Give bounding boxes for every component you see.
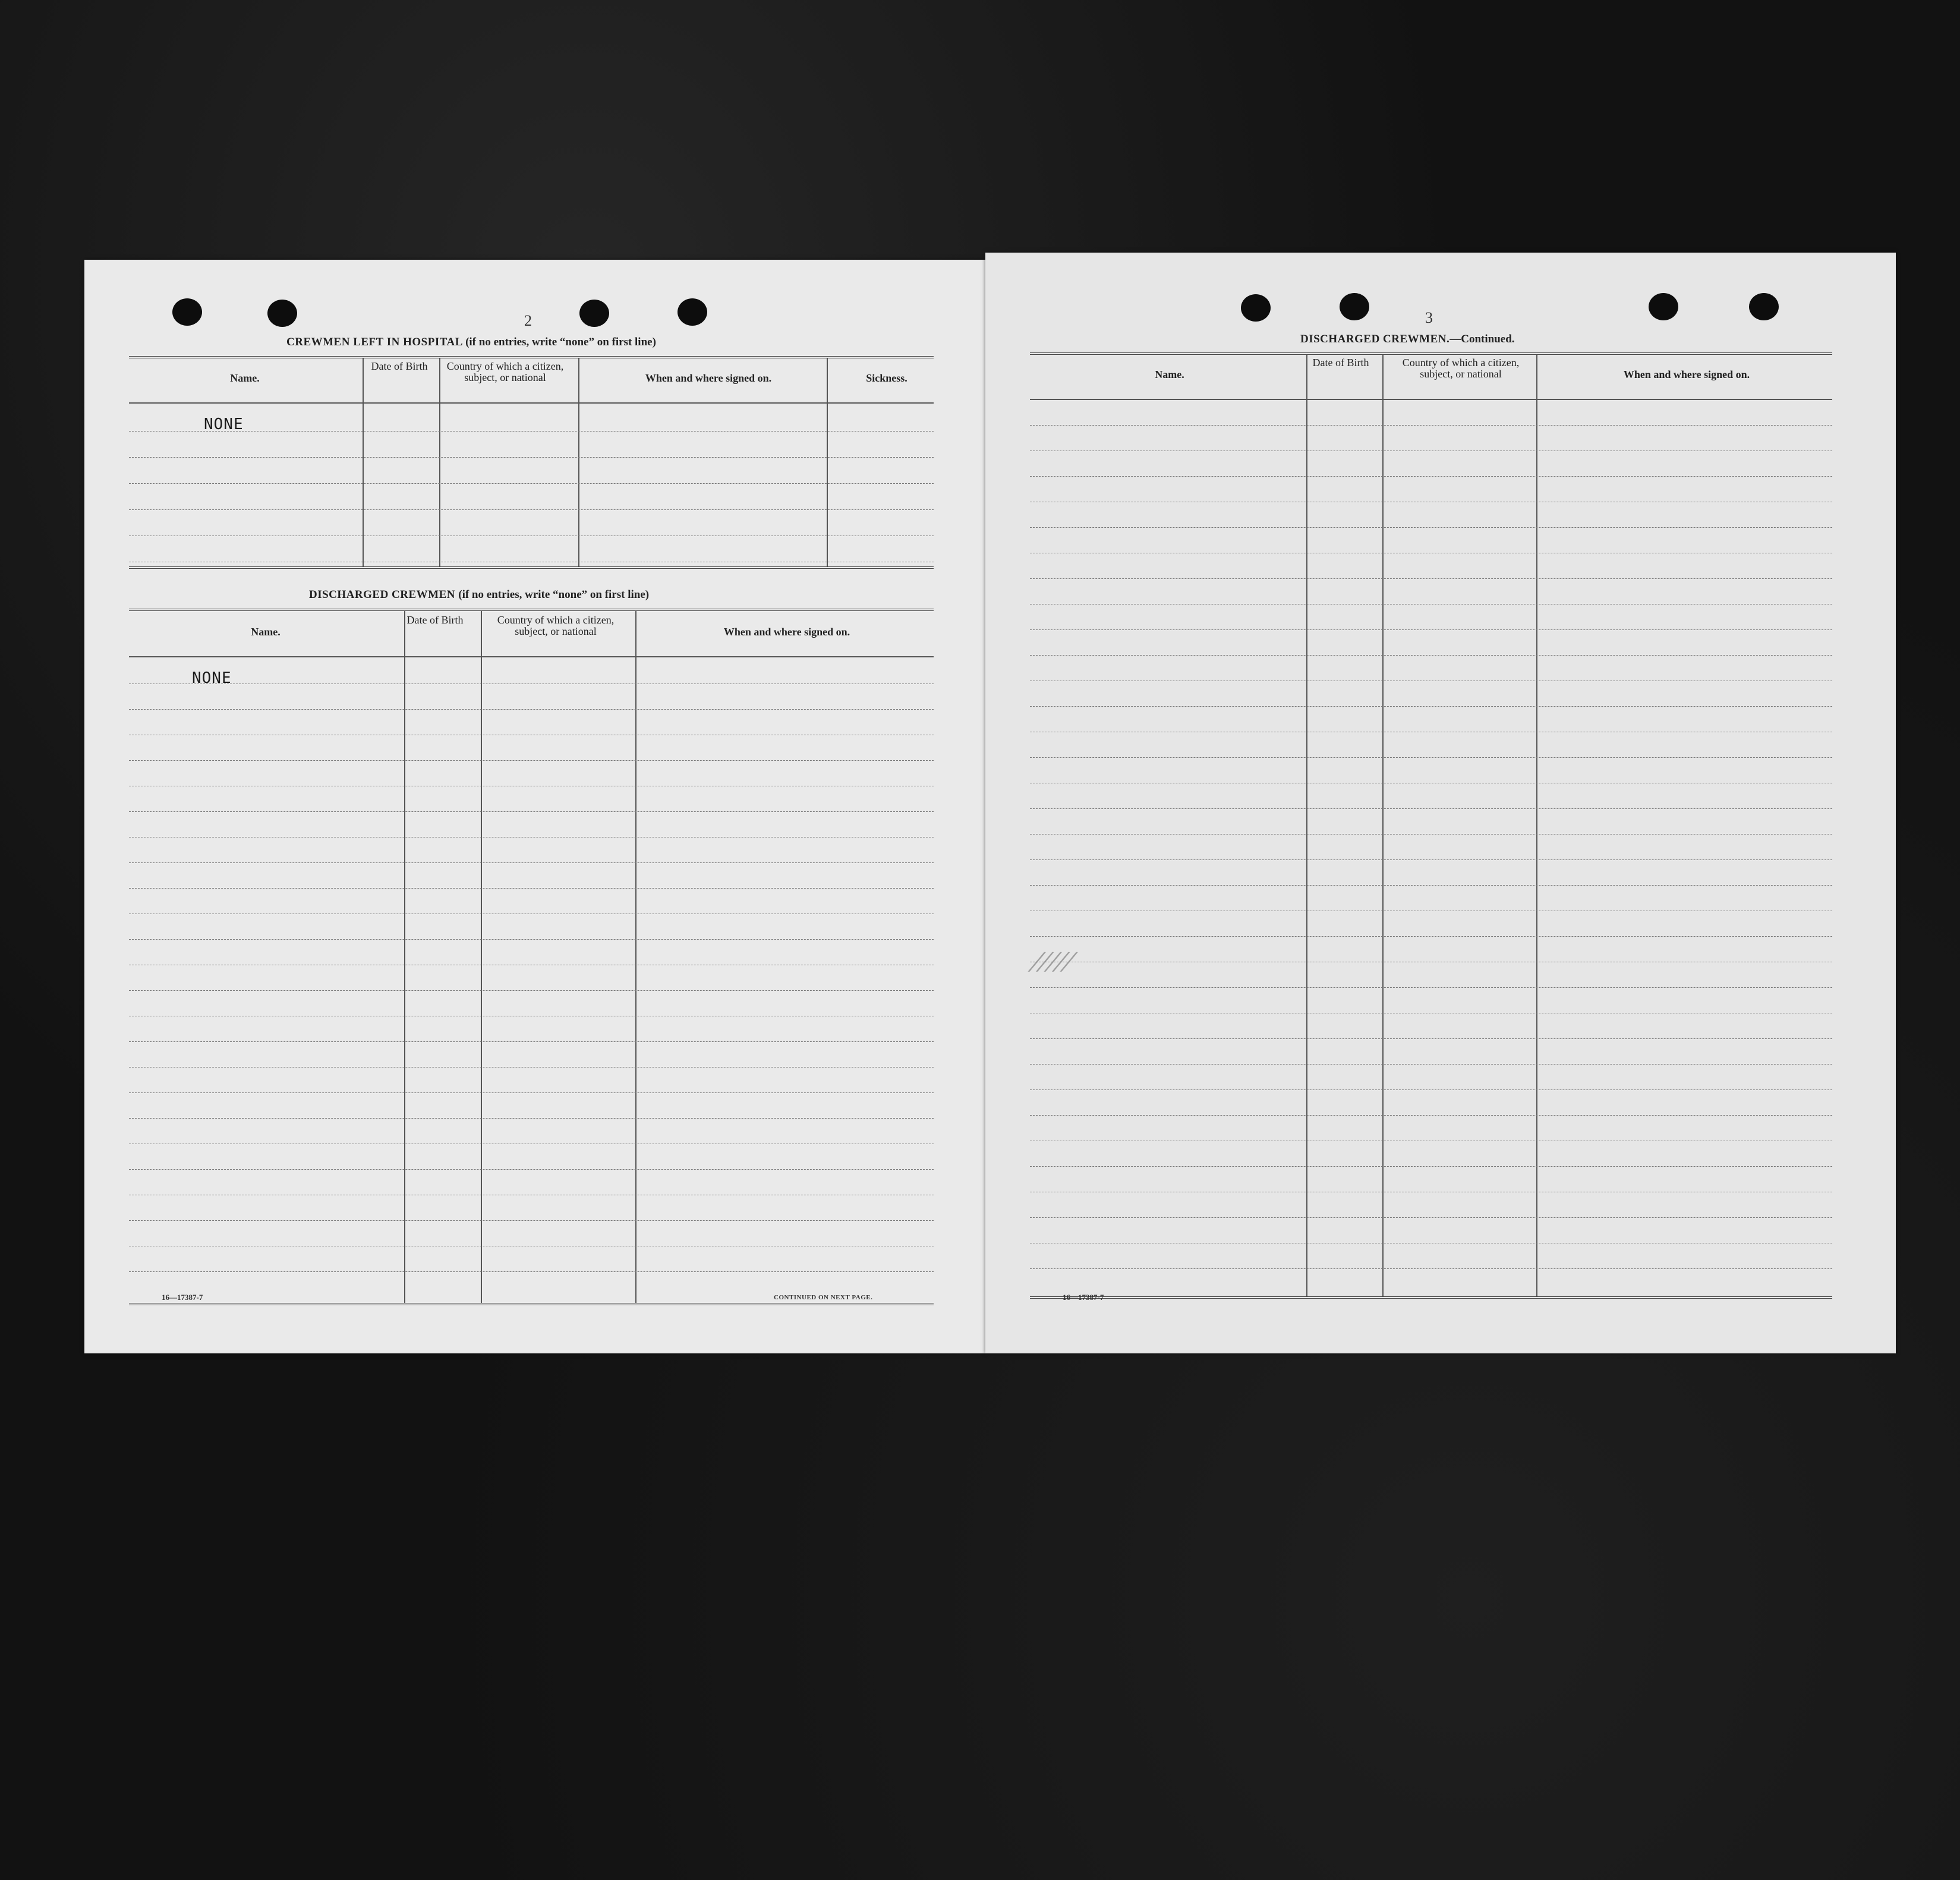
page-number: 3 [1425, 309, 1433, 326]
hospital-entry-none: NONE [204, 415, 244, 433]
entry-row-line [129, 1041, 934, 1042]
discharged-col-country: Country of which a citizen, subject, or national [497, 614, 615, 637]
right-col-dob: Date of Birth [1312, 357, 1369, 369]
entry-row-line [1030, 476, 1832, 477]
discharged-title-note: (if no entries, write “none” on first line) [458, 588, 650, 601]
entry-row-line [1030, 1038, 1832, 1039]
entry-row-line [1030, 859, 1832, 860]
discharged-col-name: Name. [251, 626, 281, 638]
faint-stamp-mark: ///// [1028, 948, 1077, 975]
punch-hole-icon [172, 298, 202, 326]
discharged-entry-none: NONE [192, 669, 232, 687]
right-col-signed-on: When and where signed on. [1623, 369, 1750, 380]
right-col-name: Name. [1155, 369, 1184, 380]
entry-row-line [129, 431, 934, 432]
entry-row-line [129, 862, 934, 863]
hospital-header-rule [129, 402, 934, 404]
entry-row-line [129, 888, 934, 889]
entry-row-line [1030, 527, 1832, 528]
discharged-continued-table [1030, 352, 1832, 1299]
right-col-country: Country of which a citizen, subject, or national [1402, 357, 1520, 380]
form-number: 16—17387-7 [162, 1293, 203, 1302]
entry-row-line [129, 483, 934, 484]
hospital-table [129, 356, 934, 569]
entry-row-line [1030, 578, 1832, 579]
right-header-rule [1030, 399, 1832, 400]
entry-row-line [129, 509, 934, 510]
entry-row-line [1030, 885, 1832, 886]
entry-row-line [129, 1092, 934, 1093]
entry-row-line [1030, 757, 1832, 758]
discharged-continued-title [1300, 333, 1515, 346]
entry-row-line [1030, 1115, 1832, 1116]
entry-row-line [129, 1169, 934, 1170]
discharged-continued-title-text: DISCHARGED CREWMEN. [1300, 333, 1450, 345]
discharged-col-divider [404, 611, 405, 1303]
punch-hole-icon [1649, 293, 1678, 320]
discharged-title-text: DISCHARGED CREWMEN [309, 588, 455, 601]
entry-row-line [129, 1271, 934, 1272]
entry-row-line [1030, 1064, 1832, 1065]
hospital-col-name: Name. [230, 372, 260, 384]
hospital-title-text: CREWMEN LEFT IN HOSPITAL [286, 336, 462, 348]
hospital-title-note: (if no entries, write “none” on first line) [465, 336, 656, 348]
entry-row-line [129, 1220, 934, 1221]
discharged-col-divider [635, 611, 636, 1303]
discharged-col-dob: Date of Birth [407, 614, 464, 626]
entry-row-line [1030, 1166, 1832, 1167]
entry-row-line [1030, 808, 1832, 809]
entry-row-line [129, 811, 934, 812]
entry-row-line [129, 939, 934, 940]
entry-row-line [1030, 1217, 1832, 1218]
entry-row-line [1030, 629, 1832, 630]
punch-hole-icon [1749, 293, 1779, 320]
hospital-section-title [286, 336, 656, 349]
entry-row-line [1030, 1268, 1832, 1269]
hospital-col-sickness: Sickness. [866, 372, 907, 384]
entry-row-line [1030, 706, 1832, 707]
entry-row-line [129, 760, 934, 761]
discharged-col-divider [481, 611, 482, 1303]
entry-row-line [129, 709, 934, 710]
form-number: 16—17387-7 [1063, 1293, 1104, 1302]
right-page [985, 253, 1896, 1353]
punch-hole-icon [1340, 293, 1369, 320]
hospital-col-country: Country of which a citizen, subject, or national [446, 360, 564, 383]
punch-hole-icon [1241, 294, 1271, 322]
hospital-col-dob: Date of Birth [371, 360, 428, 372]
discharged-header-rule [129, 656, 934, 657]
entry-row-line [129, 1118, 934, 1119]
right-col-divider [1382, 355, 1384, 1296]
entry-row-line [1030, 987, 1832, 988]
entry-row-line [1030, 1089, 1832, 1090]
entry-row-line [129, 990, 934, 991]
right-col-divider [1536, 355, 1537, 1296]
page-number: 2 [524, 312, 532, 329]
continued-note: CONTINUED ON NEXT PAGE. [774, 1294, 873, 1301]
entry-row-line [1030, 425, 1832, 426]
right-col-divider [1306, 355, 1307, 1296]
punch-hole-icon [267, 300, 297, 327]
entry-row-line [129, 457, 934, 458]
discharged-col-signed-on: When and where signed on. [723, 626, 850, 638]
discharged-section-title [309, 588, 649, 602]
punch-hole-icon [678, 298, 707, 326]
punch-hole-icon [579, 300, 609, 327]
entry-row-line [1030, 655, 1832, 656]
discharged-table [129, 609, 934, 1305]
entry-row-line [1030, 936, 1832, 937]
hospital-col-signed-on: When and where signed on. [645, 372, 772, 384]
left-page [84, 260, 985, 1353]
discharged-continued-suffix: —Continued. [1449, 333, 1515, 345]
